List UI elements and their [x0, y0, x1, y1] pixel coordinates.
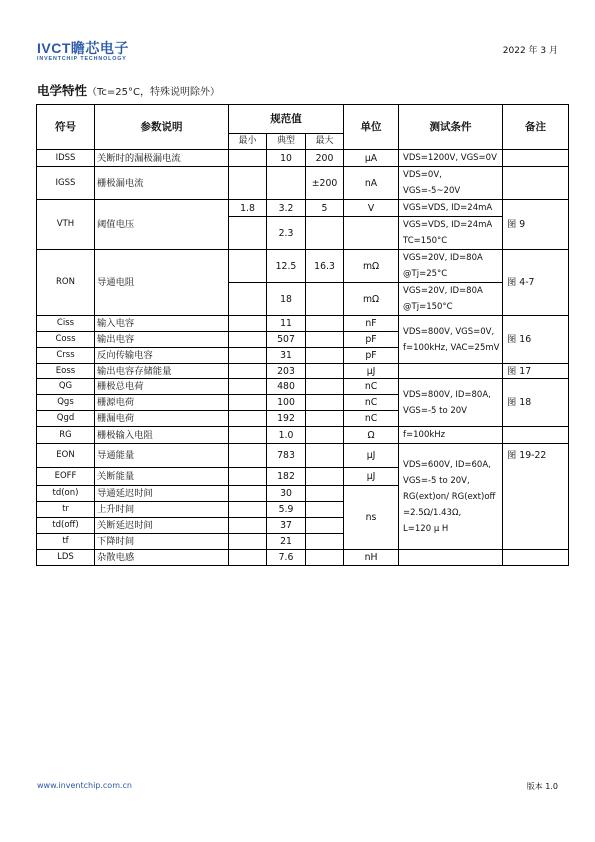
section-heading: 电学特性: [37, 83, 88, 98]
unit-cell: ns: [344, 486, 399, 550]
table-row: [37, 250, 569, 283]
header-param: 参数说明: [95, 105, 229, 150]
typ-cell: 3.2: [267, 200, 306, 217]
company-logo: [37, 41, 129, 62]
symbol-cell: QG: [37, 379, 95, 395]
typ-cell: 7.6: [267, 550, 306, 566]
param-cell: 关断时的漏极漏电流: [95, 150, 229, 167]
cond-line: L=120 μ H: [403, 523, 449, 534]
unit-cell: pF: [344, 348, 399, 364]
cond-cell: VDS=1200V, VGS=0V: [399, 150, 503, 167]
symbol-cell: EOFF: [37, 468, 95, 486]
table-row: [37, 316, 569, 332]
param-cell: 栅极漏电流: [95, 167, 229, 200]
max-cell: 5: [306, 200, 344, 217]
typ-cell: 507: [267, 332, 306, 348]
unit-cell: nF: [344, 316, 399, 332]
table-row: [37, 444, 569, 468]
electrical-characteristics-table: [36, 104, 569, 566]
website-link[interactable]: www.inventchip.com.cn: [37, 781, 133, 790]
unit-cell: nC: [344, 411, 399, 427]
cond-line: VGS=-5 to 20V,: [403, 475, 470, 486]
min-cell: 1.8: [229, 200, 267, 217]
symbol-cell: Crss: [37, 348, 95, 364]
cond-cell: VGS=VDS, ID=24mA: [399, 200, 503, 217]
typ-cell: 12.5: [267, 250, 306, 283]
typ-cell: 31: [267, 348, 306, 364]
cond-cell: [399, 444, 503, 550]
table-row: [37, 379, 569, 395]
note-cell: 图 17: [503, 364, 569, 379]
param-cell: 输出电容: [95, 332, 229, 348]
param-cell: 导通电阻: [95, 250, 229, 316]
typ-cell: 5.9: [267, 502, 306, 518]
symbol-cell: IDSS: [37, 150, 95, 167]
cond-line: VDS=800V, ID=80A,: [403, 389, 491, 400]
header-spec: 规范值: [229, 105, 344, 134]
max-cell: 200: [306, 150, 344, 167]
unit-cell: μJ: [344, 444, 399, 468]
symbol-cell: Ciss: [37, 316, 95, 332]
cond-cell: [399, 217, 503, 250]
unit-cell: nC: [344, 395, 399, 411]
symbol-cell: VTH: [37, 200, 95, 250]
max-cell: ±200: [306, 167, 344, 200]
unit-cell: nC: [344, 379, 399, 395]
param-cell: 导通延迟时间: [95, 486, 229, 502]
table-row: [37, 200, 569, 217]
symbol-cell: IGSS: [37, 167, 95, 200]
param-cell: 栅漏电荷: [95, 411, 229, 427]
cond-line: VGS=VDS, ID=24mA: [403, 220, 493, 230]
typ-cell: 11: [267, 316, 306, 332]
note-cell: 图 16: [503, 316, 569, 364]
symbol-cell: Eoss: [37, 364, 95, 379]
typ-cell: 192: [267, 411, 306, 427]
param-cell: 关断能量: [95, 468, 229, 486]
cond-cell: [399, 283, 503, 316]
unit-cell: pF: [344, 332, 399, 348]
note-cell: 图 9: [503, 200, 569, 250]
unit-cell: mΩ: [344, 250, 399, 283]
header-min: 最小: [229, 134, 267, 150]
header-symbol: 符号: [37, 105, 95, 150]
param-cell: 上升时间: [95, 502, 229, 518]
symbol-cell: td(off): [37, 518, 95, 534]
symbol-cell: LDS: [37, 550, 95, 566]
typ-cell: 203: [267, 364, 306, 379]
cond-cell: VDS=0V, VGS=-5~20V: [399, 167, 503, 200]
symbol-cell: Coss: [37, 332, 95, 348]
note-cell: 图 18: [503, 379, 569, 427]
table-row: [37, 550, 569, 566]
header-max: 最大: [306, 134, 344, 150]
param-cell: 反向传输电容: [95, 348, 229, 364]
table-row: [37, 150, 569, 167]
unit-cell: mΩ: [344, 283, 399, 316]
table-row: [37, 427, 569, 444]
symbol-cell: td(on): [37, 486, 95, 502]
cond-cell: [399, 379, 503, 427]
document-date: 2022 年 3 月: [502, 46, 558, 56]
cond-line: RG(ext)on/ RG(ext)off: [403, 491, 496, 502]
cond-line: @Tj=25°C: [403, 269, 448, 279]
param-cell: 栅源电荷: [95, 395, 229, 411]
typ-cell: 2.3: [267, 217, 306, 250]
typ-cell: 30: [267, 486, 306, 502]
cond-line: @Tj=150°C: [403, 302, 453, 312]
param-cell: 导通能量: [95, 444, 229, 468]
symbol-cell: RG: [37, 427, 95, 444]
symbol-cell: Qgs: [37, 395, 95, 411]
unit-cell: nA: [344, 167, 399, 200]
typ-cell: 1.0: [267, 427, 306, 444]
cond-line: VGS=20V, ID=80A: [403, 253, 483, 263]
symbol-cell: tf: [37, 534, 95, 550]
typ-cell: 182: [267, 468, 306, 486]
param-cell: 下降时间: [95, 534, 229, 550]
unit-cell: μJ: [344, 364, 399, 379]
typ-cell: 18: [267, 283, 306, 316]
header-unit: 单位: [344, 105, 399, 150]
cond-line: =2.5Ω/1.43Ω,: [403, 507, 462, 518]
typ-cell: 10: [267, 150, 306, 167]
param-cell: 输入电容: [95, 316, 229, 332]
unit-cell: nH: [344, 550, 399, 566]
symbol-cell: Qgd: [37, 411, 95, 427]
cond-line: TC=150°C: [403, 236, 448, 246]
typ-cell: 21: [267, 534, 306, 550]
note-cell: 图 4-7: [503, 250, 569, 316]
section-title: [37, 81, 220, 99]
symbol-cell: EON: [37, 444, 95, 468]
section-condition: （Tc=25°C，特殊说明除外）: [87, 87, 221, 98]
document-version: 版本 1.0: [526, 782, 558, 791]
cond-cell: [399, 316, 503, 364]
param-cell: 杂散电感: [95, 550, 229, 566]
cond-line: VGS=20V, ID=80A: [403, 286, 483, 296]
table-row: [37, 364, 569, 379]
unit-cell: μJ: [344, 468, 399, 486]
typ-cell: 37: [267, 518, 306, 534]
logo-text: IVCT瞻芯电子: [37, 40, 129, 56]
cond-cell: [399, 250, 503, 283]
cond-line: f=100kHz, VAC=25mV: [403, 342, 500, 353]
typ-cell: 100: [267, 395, 306, 411]
unit-cell: μA: [344, 150, 399, 167]
cond-line: VDS=600V, ID=60A,: [403, 459, 491, 470]
cond-cell: f=100kHz: [399, 427, 503, 444]
param-cell: 输出电容存储能量: [95, 364, 229, 379]
cond-line: VDS=800V, VGS=0V,: [403, 326, 495, 337]
note-cell: 图 19-22: [503, 444, 569, 550]
param-cell: 阈值电压: [95, 200, 229, 250]
max-cell: 16.3: [306, 250, 344, 283]
typ-cell: 783: [267, 444, 306, 468]
unit-cell: V: [344, 200, 399, 217]
typ-cell: 480: [267, 379, 306, 395]
cond-line: VGS=-5 to 20V: [403, 405, 467, 416]
param-cell: 关断延迟时间: [95, 518, 229, 534]
symbol-cell: RON: [37, 250, 95, 316]
header-test: 测试条件: [399, 105, 503, 150]
unit-cell: Ω: [344, 427, 399, 444]
logo-subtitle: INVENTCHIP TECHNOLOGY: [37, 56, 127, 62]
header-note: 备注: [503, 105, 569, 150]
table-row: [37, 167, 569, 200]
header-typ: 典型: [267, 134, 306, 150]
param-cell: 栅极输入电阻: [95, 427, 229, 444]
symbol-cell: tr: [37, 502, 95, 518]
param-cell: 栅极总电荷: [95, 379, 229, 395]
